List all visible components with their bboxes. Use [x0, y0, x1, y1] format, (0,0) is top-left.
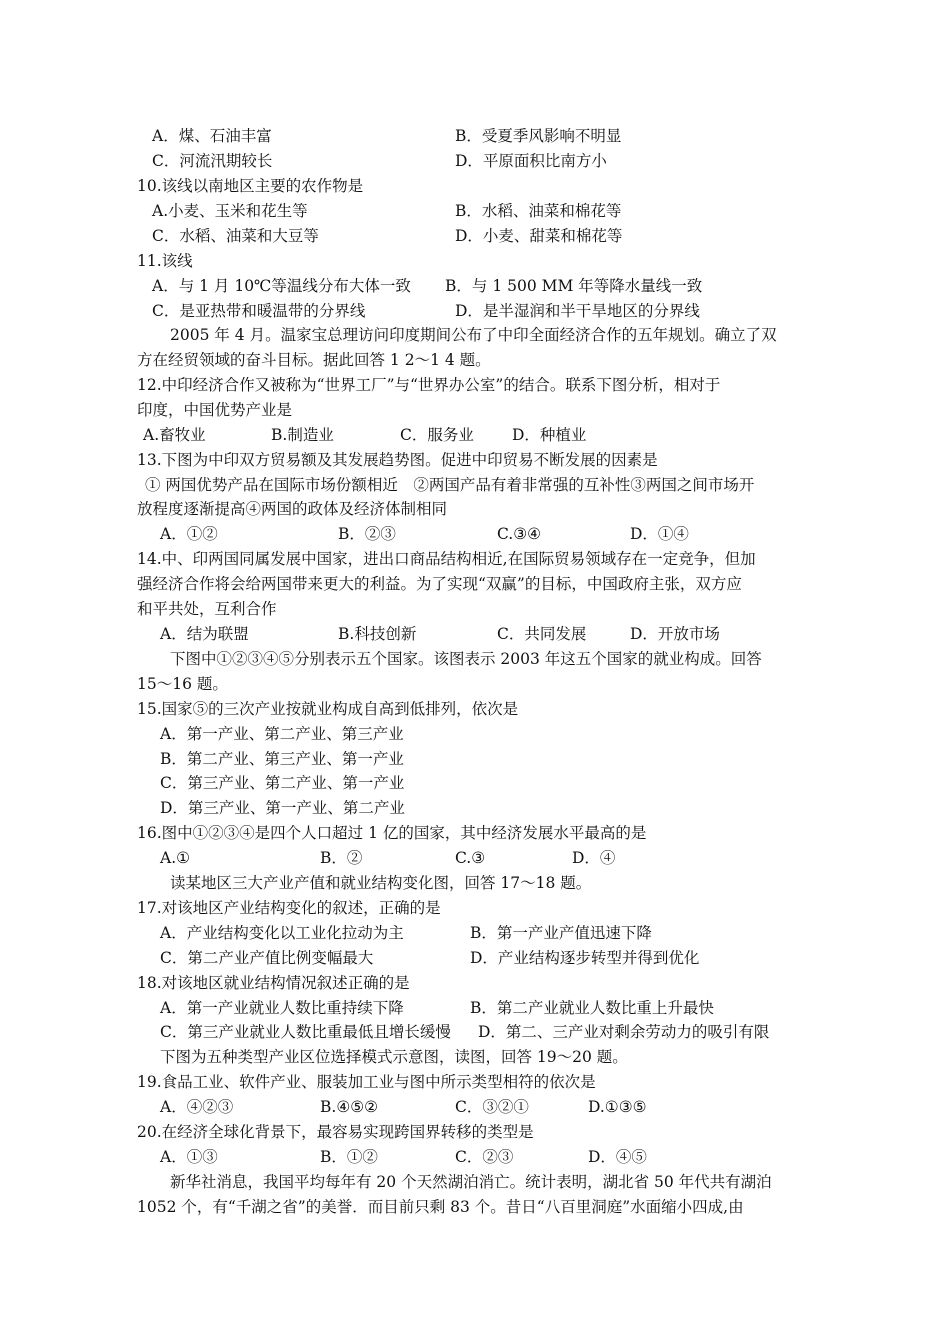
q20-option-d: D．④⑤ — [588, 1148, 647, 1166]
q20-option-b: B．①② — [320, 1148, 378, 1166]
news-line2: 1052 个，有“千湖之省”的美誉．而目前只剩 83 个。昔日“八百里洞庭”水面缩小四成,由 — [137, 1198, 744, 1216]
q13-items-line2: 放程度逐渐提高④两国的政体及经济体制相同 — [137, 500, 448, 518]
q13-option-a: A．①② — [160, 525, 218, 543]
q11-option-b: B．与 1 500 MM 年等降水量线一致 — [445, 277, 703, 295]
intro-12-14-line2: 方在经贸领域的奋斗目标。据此回答 1 2～1 4 题。 — [137, 351, 491, 369]
q10-option-c: C．水稻、油菜和大豆等 — [152, 227, 319, 245]
q12-option-c: C．服务业 — [400, 426, 474, 444]
q16-option-d: D．④ — [572, 849, 616, 867]
q20-option-a: A．①③ — [160, 1148, 218, 1166]
q20-option-c: C．②③ — [455, 1148, 514, 1166]
q16-stem: 16.图中①②③④是四个人口超过 1 亿的国家，其中经济发展水平最高的是 — [137, 824, 647, 842]
q11-option-c: C．是亚热带和暖温带的分界线 — [152, 302, 366, 320]
q12-option-a: A.畜牧业 — [143, 426, 206, 444]
intro-12-14-line1: 2005 年 4 月。温家宝总理访问印度期间公布了中印全面经济合作的五年规划。确立了双 — [170, 326, 777, 344]
q19-stem: 19.食品工业、软件产业、服装加工业与图中所示类型相符的依次是 — [137, 1073, 596, 1091]
q13-option-b: B．②③ — [338, 525, 396, 543]
intro-19-20: 下图为五种类型产业区位选择模式示意图，读图，回答 19～20 题。 — [160, 1048, 628, 1066]
intro-15-16-line1: 下图中①②③④⑤分别表示五个国家。该图表示 2003 年这五个国家的就业构成。回答 — [170, 650, 762, 668]
q11-stem: 11.该线 — [137, 252, 193, 270]
q15-stem: 15.国家⑤的三次产业按就业构成自高到低排列，依次是 — [137, 700, 519, 718]
q12-option-b: B.制造业 — [271, 426, 334, 444]
q16-option-b: B．② — [320, 849, 363, 867]
q15-option-a: A．第一产业、第二产业、第三产业 — [160, 725, 404, 743]
q15-option-d: D．第三产业、第一产业、第二产业 — [160, 799, 405, 817]
q9-option-b: B．受夏季风影响不明显 — [455, 127, 622, 145]
q14-option-c: C．共同发展 — [497, 625, 587, 643]
q13-option-c: C.③④ — [497, 525, 542, 543]
q14-option-b: B.科技创新 — [338, 625, 417, 643]
q10-option-d: D．小麦、甜菜和棉花等 — [455, 227, 623, 245]
q15-option-b: B．第二产业、第三产业、第一产业 — [160, 750, 404, 768]
q11-option-a: A．与 1 月 10℃等温线分布大体一致 — [152, 277, 411, 295]
q13-stem: 13.下图为中印双方贸易额及其发展趋势图。促进中印贸易不断发展的因素是 — [137, 451, 658, 469]
q18-option-d: D．第二、三产业对剩余劳动力的吸引有限 — [478, 1023, 770, 1041]
q12-stem-line2: 印度，中国优势产业是 — [137, 401, 293, 419]
intro-17-18: 读某地区三大产业产值和就业结构变化图，回答 17～18 题。 — [170, 874, 592, 892]
q18-option-b: B．第二产业就业人数比重上升最快 — [470, 999, 714, 1017]
q18-option-c: C．第三产业就业人数比重最低且增长缓慢 — [160, 1023, 451, 1041]
q19-option-a: A．④②③ — [160, 1098, 234, 1116]
q17-option-d: D．产业结构逐步转型并得到优化 — [470, 949, 700, 967]
q10-option-a: A.小麦、玉米和花生等 — [152, 202, 308, 220]
q9-option-c: C．河流汛期较长 — [152, 152, 273, 170]
q19-option-c: C．③②① — [455, 1098, 529, 1116]
q19-option-d: D.①③⑤ — [588, 1098, 647, 1116]
q13-option-d: D．①④ — [630, 525, 689, 543]
q18-stem: 18.对该地区就业结构情况叙述正确的是 — [137, 974, 410, 992]
q20-stem: 20.在经济全球化背景下，最容易实现跨国界转移的类型是 — [137, 1123, 534, 1141]
q14-option-d: D．开放市场 — [630, 625, 720, 643]
q15-option-c: C．第三产业、第二产业、第一产业 — [160, 774, 405, 792]
q16-option-a: A.① — [160, 849, 191, 867]
q12-stem-line1: 12.中印经济合作又被称为“世界工厂”与“世界办公室”的结合。联系下图分析，相对于 — [137, 376, 721, 394]
q18-option-a: A．第一产业就业人数比重持续下降 — [160, 999, 404, 1017]
q9-option-d: D．平原面积比南方小 — [455, 152, 607, 170]
q17-option-a: A．产业结构变化以工业化拉动为主 — [160, 924, 404, 942]
intro-15-16-line2: 15～16 题。 — [137, 675, 228, 693]
q14-stem-line3: 和平共处，互利合作 — [137, 600, 277, 618]
news-line1: 新华社消息，我国平均每年有 20 个天然湖泊消亡。统计表明，湖北省 50 年代共有湖泊 — [170, 1173, 772, 1191]
q17-option-b: B．第一产业产值迅速下降 — [470, 924, 652, 942]
q10-stem: 10.该线以南地区主要的农作物是 — [137, 177, 364, 195]
q9-option-a: A．煤、石油丰富 — [152, 127, 272, 145]
q14-stem-line1: 14.中、印两国同属发展中国家，进出口商品结构相近,在国际贸易领域存在一定竞争，但加 — [137, 550, 756, 568]
q14-stem-line2: 强经济合作将会给两国带来更大的利益。为了实现“双赢”的目标，中国政府主张，双方应 — [137, 575, 742, 593]
q11-option-d: D．是半湿润和半干旱地区的分界线 — [455, 302, 700, 320]
q14-option-a: A．结为联盟 — [160, 625, 249, 643]
q16-option-c: C.③ — [455, 849, 486, 867]
q10-option-b: B．水稻、油菜和棉花等 — [455, 202, 622, 220]
q13-items-line1: ① 两国优势产品在国际市场份额相近 ②两国产品有着非常强的互补性③两国之间市场开 — [145, 476, 755, 494]
q19-option-b: B.④⑤② — [320, 1098, 379, 1116]
q12-option-d: D．种植业 — [512, 426, 587, 444]
q17-option-c: C．第二产业产值比例变幅最大 — [160, 949, 374, 967]
q17-stem: 17.对该地区产业结构变化的叙述，正确的是 — [137, 899, 441, 917]
